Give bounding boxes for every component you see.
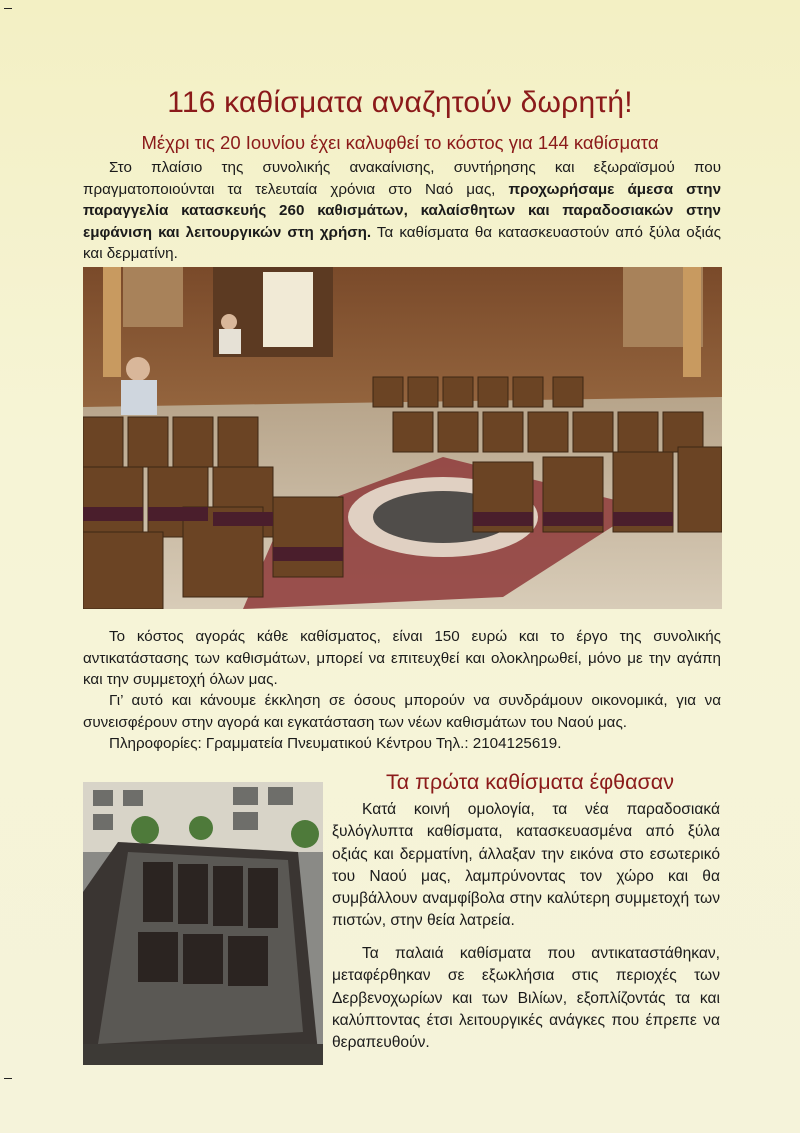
intro-bold-text: προχωρήσαμε άμεσα στην παραγγελία κατασκευής 260 καθισμάτων, καλαίσθητων και παραδοσιακών στην εμφάνιση και λειτουργικών στη χρήση. <box>83 180 722 241</box>
info-paragraph: Πληροφορίες: Γραμματεία Πνευματικού Κέντρου Τηλ.: 2104125619. <box>109 735 562 752</box>
section-heading: Τα πρώτα καθίσματα έφθασαν <box>385 770 674 794</box>
church-chairs-illustration <box>83 267 722 609</box>
church-chairs-photo <box>83 267 722 609</box>
appeal-paragraph: Γι’ αυτό και κάνουμε έκκληση σε όσους μπορούν να συνδράμουν οικονομικά, για να συνεισφέρουν στην αγορά και εγκατάσταση των νέων καθισμάτων του Ναού μας. <box>83 692 721 731</box>
article-subtitle: Μέχρι τις 20 Ιουνίου έχει καλυφθεί το κόστος για 144 καθίσματα <box>141 132 659 153</box>
section-paragraph-2: Τα παλαιά καθίσματα που αντικαταστάθηκαν, μεταφέρθηκαν σε εξωκλήσια στις περιοχές των Δερβενοχωρίων και των Βιλίων, εξοπλίζοντάς τα και καλύπτοντας έτσι λειτουργικές ανάγκες που έπρεπε να θεραπευθούν. <box>332 945 720 1052</box>
cost-paragraph: Το κόστος αγοράς κάθε καθίσματος, είναι 150 ευρώ και το έργο της συνολικής αντικατάστασης των καθισμάτων, μπορεί να επιτευχθεί και ολοκληρωθεί, μόνο με την αγάπη και την συμμετοχή όλων μας. <box>83 628 721 688</box>
intro-paragraph <box>83 157 721 265</box>
truck-chairs-photo <box>83 782 323 1065</box>
crop-mark-top <box>4 8 12 9</box>
article-title: 116 καθίσματα αναζητούν δωρητή! <box>167 86 633 119</box>
section-paragraph-1: Κατά κοινή ομολογία, τα νέα παραδοσιακά ξυλόγλυπτα καθίσματα, κατασκευασμένα από ξύλα οξιάς και δερματίνη, άλλαξαν την εικόνα στο εσωτερικό του Ναού μας, λαμπρύνοντας τον χώρο και θα συμβάλλουν αναμφίβολα στην καλύτερη συμμετοχή των πιστών, στην θεία λατρεία. <box>332 801 720 930</box>
crop-mark-bottom <box>4 1078 12 1079</box>
intro-text: Στο πλαίσιο της συνολικής ανακαίνισης, συντήρησης και εξωραϊσμού που πραγματοποιούνται τα τελευταία χρόνια στο Ναό μας, <box>83 159 721 198</box>
truck-chairs-illustration <box>83 782 323 1065</box>
intro-end-text: Τα καθίσματα θα κατασκευαστούν από ξύλα οξιάς και δερματίνη. <box>83 223 721 262</box>
